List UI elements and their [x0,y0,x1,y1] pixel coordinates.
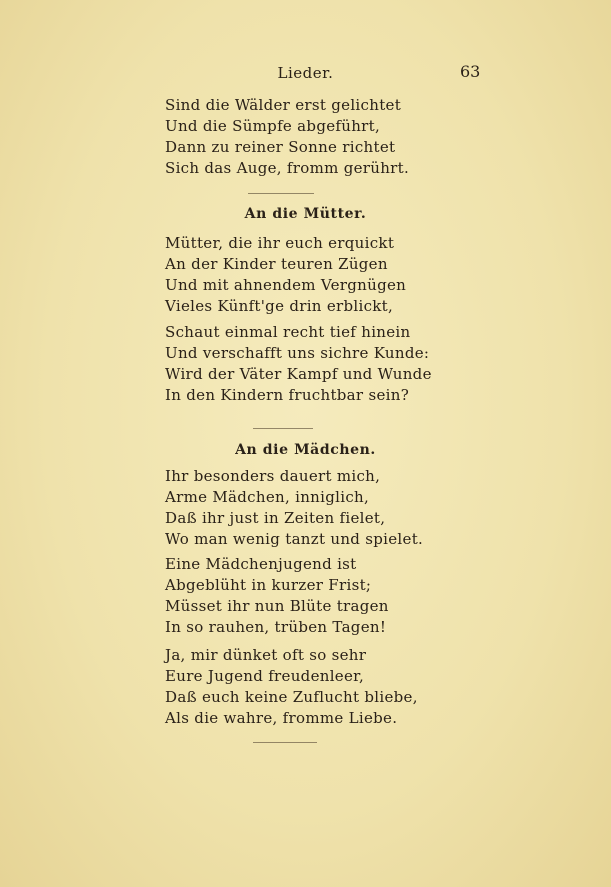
section-divider [253,428,313,429]
verse-line: Und verschafft uns sichre Kunde: [165,344,430,362]
poem2-stanza-2 [165,554,465,638]
verse-line: Daß euch keine Zuflucht bliebe, [165,688,418,706]
verse-line: Wird der Väter Kampf und Wunde [165,365,432,383]
verse-line: Abgeblüht in kurzer Frist; [165,576,372,594]
verse-line: An der Kinder teuren Zügen [165,255,388,273]
verse-line: Ja, mir dünket oft so sehr [165,646,367,664]
verse-line: Müsset ihr nun Blüte tragen [165,597,389,615]
verse-line: Daß ihr just in Zeiten fielet, [165,509,386,527]
poem-title-mothers: An die Mütter. [244,206,367,222]
verse-line: Vieles Künft'ge drin erblickt, [165,297,394,315]
verse-line: Dann zu reiner Sonne richtet [165,138,396,156]
verse-line: Sind die Wälder erst gelichtet [165,96,402,114]
verse-line: Eine Mädchenjugend ist [165,555,357,573]
verse-line: Ihr besonders dauert mich, [165,467,381,485]
end-divider [253,742,317,743]
verse-line: Mütter, die ihr euch erquickt [165,234,395,252]
verse-line: Arme Mädchen, inniglich, [165,488,370,506]
verse-line: Und die Sümpfe abgeführt, [165,117,381,135]
poem2-stanza-1 [165,466,465,550]
verse-line: In den Kindern fruchtbar sein? [165,386,410,404]
verse-line: In so rauhen, trüben Tagen! [165,618,387,636]
verse-line: Wo man wenig tanzt und spielet. [165,530,424,548]
running-header: Lieder. [277,64,334,82]
verse-line: Als die wahre, fromme Liebe. [165,709,398,727]
stanza-intro [165,95,465,179]
verse-line: Sich das Auge, fromm gerührt. [165,159,410,177]
verse-line: Schaut einmal recht tief hinein [165,323,411,341]
verse-line: Und mit ahnendem Vergnügen [165,276,407,294]
poem1-stanza-1 [165,233,465,317]
page-number: 63 [460,62,481,81]
poem1-stanza-2 [165,322,465,406]
section-divider [248,193,314,194]
poem2-stanza-3 [165,645,465,729]
poem-title-maidens: An die Mädchen. [235,442,376,458]
verse-line: Eure Jugend freudenleer, [165,667,365,685]
